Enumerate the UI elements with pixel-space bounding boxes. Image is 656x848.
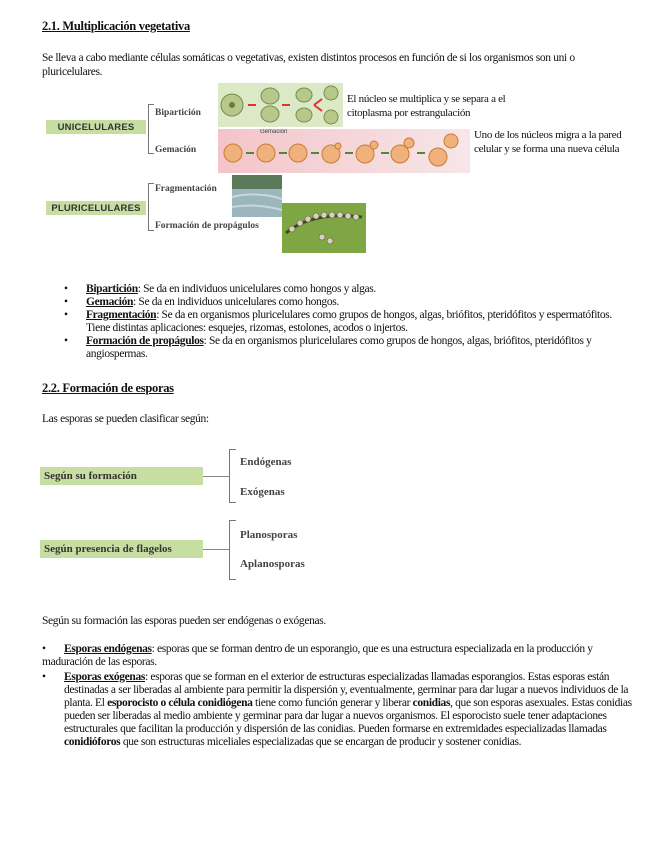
bullet-dot: • bbox=[64, 309, 68, 321]
label-aplanosporas: Aplanosporas bbox=[240, 558, 305, 570]
bullet-term: Gemación bbox=[86, 296, 134, 308]
bullet-text: : Se da en individuos unicelulares como hongos. bbox=[133, 296, 339, 308]
bullet-term: Esporas exógenas bbox=[64, 671, 145, 683]
tag-segun-flagelos: Según presencia de flagelos bbox=[40, 540, 203, 558]
connector-formacion bbox=[203, 476, 229, 477]
bullet-term: Formación de propágulos bbox=[86, 335, 204, 347]
connector-flagelos bbox=[203, 549, 229, 550]
label-propagulos: Formación de propágulos bbox=[155, 221, 259, 231]
term-esporocisto: esporocisto o célula conidiógena bbox=[107, 697, 253, 709]
label-exogenas: Exógenas bbox=[240, 486, 285, 498]
tag-segun-formacion: Según su formación bbox=[40, 467, 203, 485]
bullet-text: : esporas que se forman en el exterior de estructuras especializadas llamadas esporangios. Estas esporas están destinadas a ser liberadas al ambiente para permitir la dispersión y, eventualmente, germinar para dar lugar a nuevos individuos de la planta. El bbox=[64, 671, 629, 709]
bullet-text: : Se da en organismos pluricelulares como grupos de hongos, algas, briófitos, pteridófitos y espermatófitos. Tiene distintas aplicaciones: esquejes, rizomas, estolones, acodos o injertos. bbox=[86, 309, 612, 334]
bullet-dot: • bbox=[64, 296, 68, 308]
label-endogenas: Endógenas bbox=[240, 456, 292, 468]
biparticion-image bbox=[218, 83, 343, 127]
list-item bbox=[64, 296, 634, 309]
propagulos-image bbox=[282, 203, 366, 253]
bullet-text: : Se da en individuos unicelulares como hongos y algas. bbox=[137, 283, 376, 295]
list-item bbox=[64, 309, 634, 335]
bullet-text: , que son esporas asexuales. Estas conidias pueden ser liberadas al medio ambiente y germinar para dar lugar a nuevos organismos. El esporocisto suele tener adaptaciones estructurales que facilitan la producción y dispersión de las conidias. Pueden formarse en extremidades especializadas llamadas bbox=[64, 697, 632, 735]
bracket-unicelulares bbox=[148, 104, 154, 154]
bullet-text: tiene como función generar y liberar bbox=[252, 697, 413, 709]
term-conidioforos: conidióforos bbox=[64, 736, 121, 748]
tag-unicelulares: UNICELULARES bbox=[46, 120, 146, 134]
section-title-multiplicacion: 2.1. Multiplicación vegetativa bbox=[42, 19, 190, 33]
bullet-term: Esporas endógenas bbox=[64, 643, 152, 655]
label-planosporas: Planosporas bbox=[240, 529, 298, 541]
bullet-dot: • bbox=[64, 283, 68, 295]
bullet-list-multiplicacion bbox=[64, 283, 634, 361]
term-conidias: conidias bbox=[412, 697, 451, 709]
label-fragmentacion: Fragmentación bbox=[155, 184, 217, 194]
bullet-exogenas bbox=[42, 671, 634, 749]
label-biparticion: Bipartición bbox=[155, 108, 201, 118]
bullet-dot: • bbox=[64, 335, 68, 347]
gemacion-image-label: Gemación bbox=[260, 129, 288, 135]
tag-pluricelulares: PLURICELULARES bbox=[46, 201, 146, 215]
list-item bbox=[64, 283, 634, 296]
bullet-text: que son estructuras miceliales especializadas que se encargan de producir y sostener conidias. bbox=[120, 736, 522, 748]
gemacion-image bbox=[218, 129, 470, 173]
fragmentacion-image bbox=[232, 175, 282, 217]
section-title-esporas: 2.2. Formación de esporas bbox=[42, 381, 174, 395]
paragraph-formacion: Según su formación las esporas pueden ser endógenas o exógenas. bbox=[42, 615, 326, 627]
caption-gemacion: Uno de los núcleos migra a la pared celular y se forma una nueva célula bbox=[474, 129, 622, 155]
bracket-flagelos bbox=[229, 520, 236, 580]
bullet-text: : Se da en organismos pluricelulares como grupos de hongos, algas, briófitos, pteridófitos y angiospermas. bbox=[86, 335, 592, 360]
bracket-pluricelulares bbox=[148, 183, 154, 231]
bullet-text: : esporas que se forman dentro de un esporangio, que es una estructura especializada en la producción y maduración de las esporas. bbox=[42, 643, 593, 668]
bullet-term: Bipartición bbox=[86, 283, 138, 295]
caption-biparticion: El núcleo se multiplica y se separa a el citoplasma por estrangulación bbox=[347, 93, 506, 119]
bullet-dot: • bbox=[42, 671, 46, 683]
label-gemacion: Gemación bbox=[155, 145, 197, 155]
section-intro-esporas: Las esporas se pueden clasificar según: bbox=[42, 413, 209, 425]
bullet-dot: • bbox=[42, 643, 46, 655]
bullet-endogenas bbox=[42, 643, 634, 669]
section-intro-multiplicacion: Se lleva a cabo mediante células somáticas o vegetativas, existen distintos procesos en función de si los organismos son uni o pluricelulares. bbox=[42, 52, 575, 78]
bullet-term: Fragmentación bbox=[86, 309, 157, 321]
list-item bbox=[64, 335, 634, 361]
bracket-formacion bbox=[229, 449, 236, 503]
